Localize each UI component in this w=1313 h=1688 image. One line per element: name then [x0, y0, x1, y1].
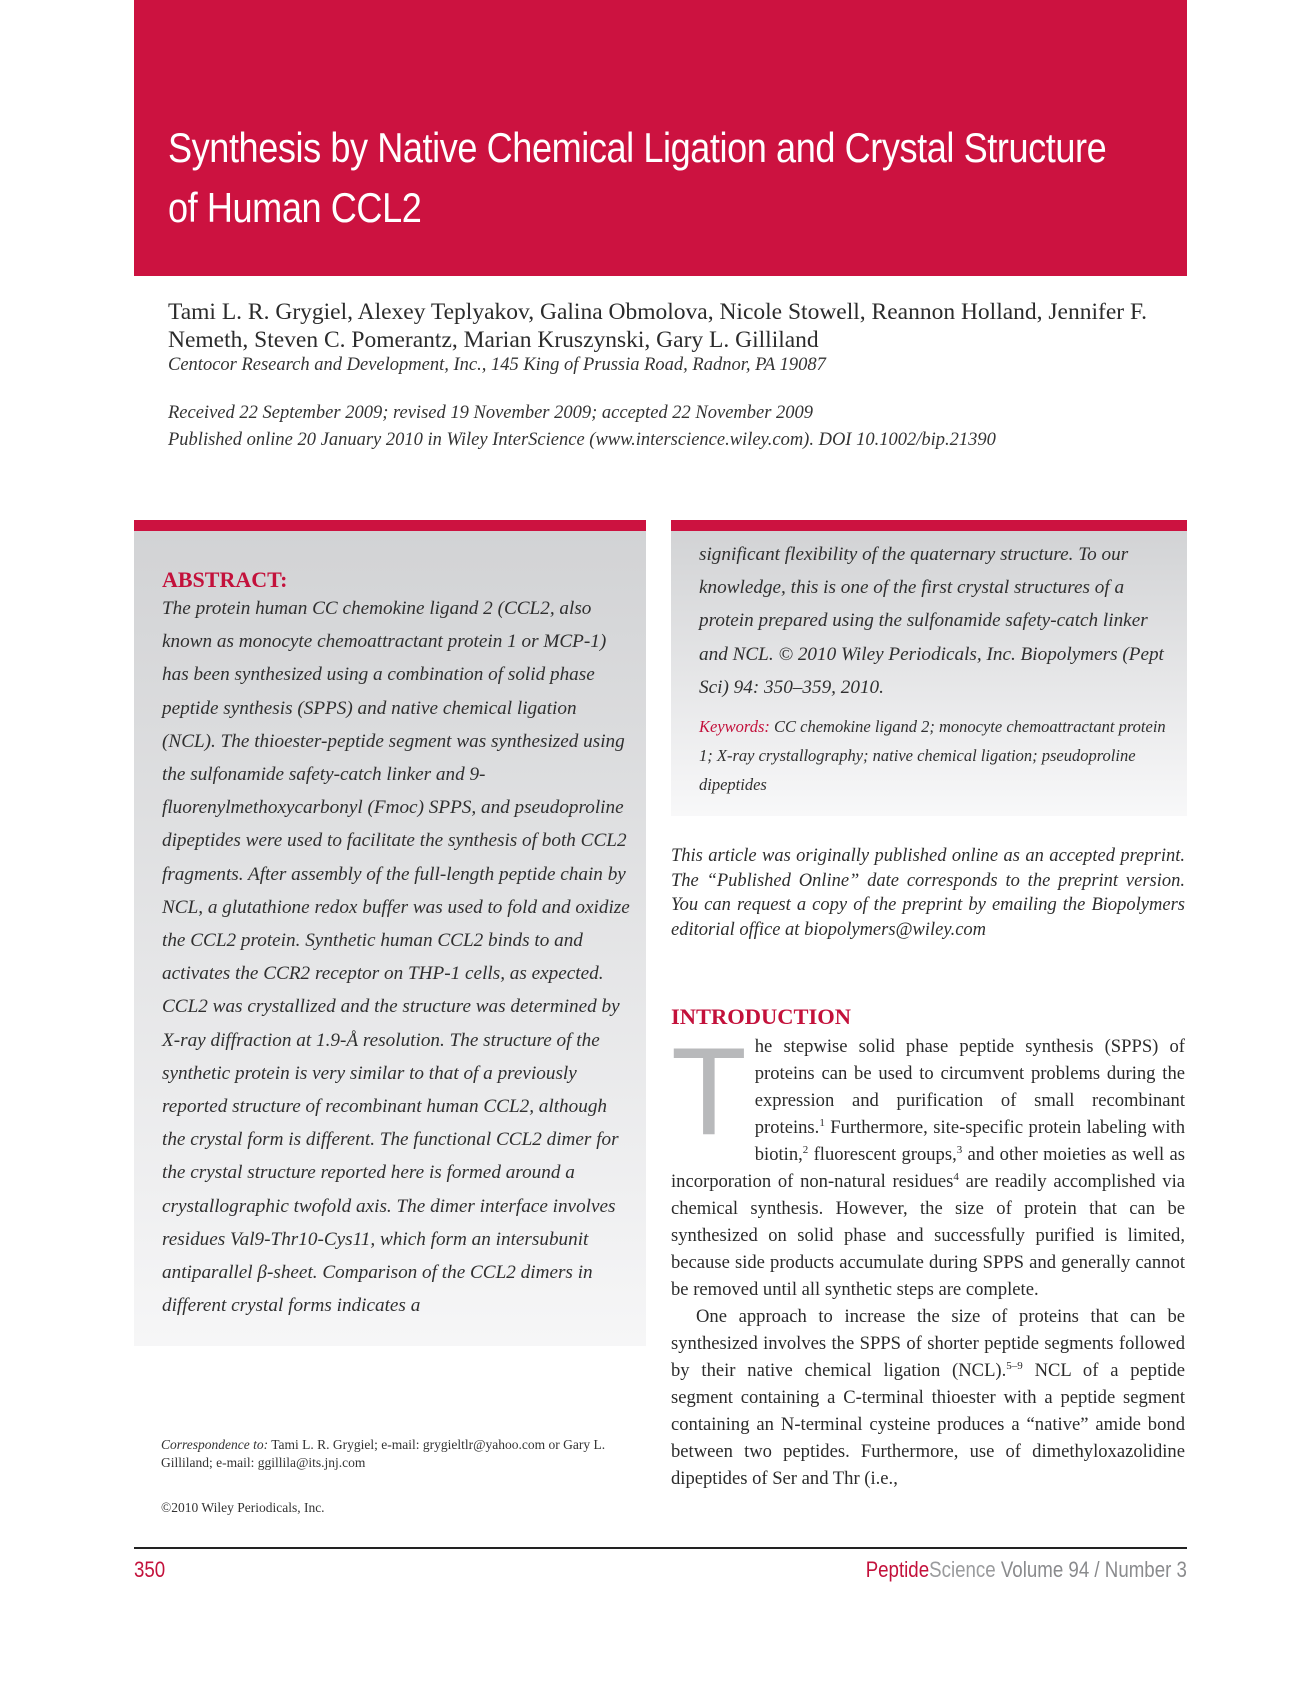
correspondence-text: Tami L. R. Grygiel; e-mail: grygieltlr@yahoo.com or Gary L. Gilliland; e-mail: ggillila@its.jnj.com	[161, 1437, 606, 1470]
intro-text: fluorescent groups,	[808, 1144, 957, 1165]
abstract-text-right: significant flexibility of the quaternary structure. To our knowledge, this is one of the first crystal structures of a protein prepared using the sulfonamide safety-catch linker and NCL. © 2010 Wiley Periodicals, Inc. Biopolymers (Pept Sci) 94: 350–359, 2010.	[699, 544, 1164, 698]
intro-text: he stepwise solid phase peptide synthesis (SPPS) of proteins can be used to circumvent problems during the expression and purification of small recombinant proteins.	[754, 1036, 1185, 1138]
drop-cap: T	[671, 1023, 747, 1161]
journal-name-science: Science	[929, 1557, 996, 1582]
abstract-text-left: The protein human CC chemokine ligand 2 (CCL2, also known as monocyte chemoattractant protein 1 or MCP-1) has been synthesized using a combination of solid phase peptide synthesis (SPPS) and native chemical ligation (NCL). The thioester-peptide segment was synthesized using the sulfonamide safety-catch linker and 9-fluorenylmethoxycarbonyl (Fmoc) SPPS, and pseudoproline dipeptides were used to facilitate the synthesis of both CCL2 fragments. After assembly of the full-length peptide chain by NCL, a glutathione redox buffer was used to fold and oxidize the CCL2 protein. Synthetic human CCL2 binds to and activates the CCR2 receptor on THP-1 cells, as expected. CCL2 was crystallized and the structure was determined by X-ray diffraction at 1.9-Å resolution. The structure of the synthetic protein is very similar to that of a previously reported structure of recombinant human CCL2, although the crystal form is different. The functional CCL2 dimer for the crystal structure reported here is formed around a crystallographic twofold axis. The dimer interface involves residues Val9-Thr10-Cys11, which form an intersubunit antiparallel β-sheet. Comparison of the CCL2 dimers in different crystal forms indicates a	[162, 598, 630, 1317]
keywords	[699, 712, 1177, 799]
keywords-label: Keywords:	[699, 717, 770, 736]
citation-ref: 3	[956, 1143, 963, 1156]
article-title: Synthesis by Native Chemical Ligation and Crystal Structure of Human CCL2	[168, 124, 1107, 231]
abstract-box-right	[671, 520, 1187, 816]
affiliation: Centocor Research and Development, Inc., 145 King of Prussia Road, Radnor, PA 19087	[168, 355, 826, 375]
introduction-body	[671, 1023, 1185, 1492]
abstract-box-left	[134, 520, 646, 1346]
intro-text: One approach to increase the size of proteins that can be synthesized involves the SPPS of shorter peptide segments followed by their native chemical ligation (NCL).	[671, 1306, 1185, 1381]
journal-name-peptide: Peptide	[865, 1557, 930, 1582]
volume-number: Volume 94 / Number 3	[995, 1557, 1187, 1582]
abstract-heading: ABSTRACT:	[162, 567, 288, 592]
citation-ref: 1	[819, 1116, 825, 1129]
keywords-text: CC chemokine ligand 2; monocyte chemoattractant protein 1; X-ray crystallography; native chemical ligation; pseudoproline dipeptides	[699, 717, 1166, 794]
footer-rule	[134, 1547, 1187, 1549]
citation-ref: 4	[953, 1170, 959, 1183]
intro-text: and other moieties as well as incorporation of non-natural residues	[671, 1144, 1185, 1192]
intro-text: are readily accomplished via chemical synthesis. However, the size of protein that can be synthesized on solid phase and successfully purified is limited, because side products accumulate during SPPS and generally cannot be removed until all synthetic steps are complete.	[671, 1171, 1185, 1300]
correspondence	[161, 1436, 647, 1472]
citation-ref: 5–9	[1006, 1359, 1023, 1372]
preprint-note: This article was originally published online as an accepted preprint. The “Published Online” date corresponds to the preprint version. You can request a copy of the preprint by emailing the Biopolymers editorial office at biopolymers@wiley.com	[671, 846, 1185, 940]
citation-ref: 2	[802, 1143, 809, 1156]
title-banner	[134, 0, 1187, 276]
author-list: Tami L. R. Grygiel, Alexey Teplyakov, Galina Obmolova, Nicole Stowell, Reannon Holland, Jennifer F. Nemeth, Steven C. Pomerantz, Marian Kruszynski, Gary L. Gilliland	[168, 299, 1148, 353]
correspondence-label: Correspondence to:	[161, 1437, 269, 1452]
page-number: 350	[134, 1557, 166, 1582]
journal-info	[866, 1557, 1187, 1583]
intro-paragraph-1	[671, 1023, 1185, 1303]
dates-block	[168, 400, 1178, 454]
intro-text: Furthermore, site-specific protein labeling with biotin,	[754, 1117, 1185, 1165]
introduction-heading: INTRODUCTION	[671, 1004, 852, 1029]
copyright: ©2010 Wiley Periodicals, Inc.	[161, 1500, 325, 1515]
published-online: Published online 20 January 2010 in Wiley InterScience (www.interscience.wiley.com). DOI 10.1002/bip.21390	[168, 430, 996, 450]
received-dates: Received 22 September 2009; revised 19 November 2009; accepted 22 November 2009	[168, 403, 814, 423]
intro-text: NCL of a peptide segment containing a C-terminal thioester with a peptide segment containing an N-terminal cysteine produces a “native” amide bond between two peptides. Furthermore, use of dimethyloxazolidine dipeptides of Ser and Thr (i.e.,	[671, 1360, 1185, 1489]
intro-paragraph-2	[671, 1303, 1185, 1492]
